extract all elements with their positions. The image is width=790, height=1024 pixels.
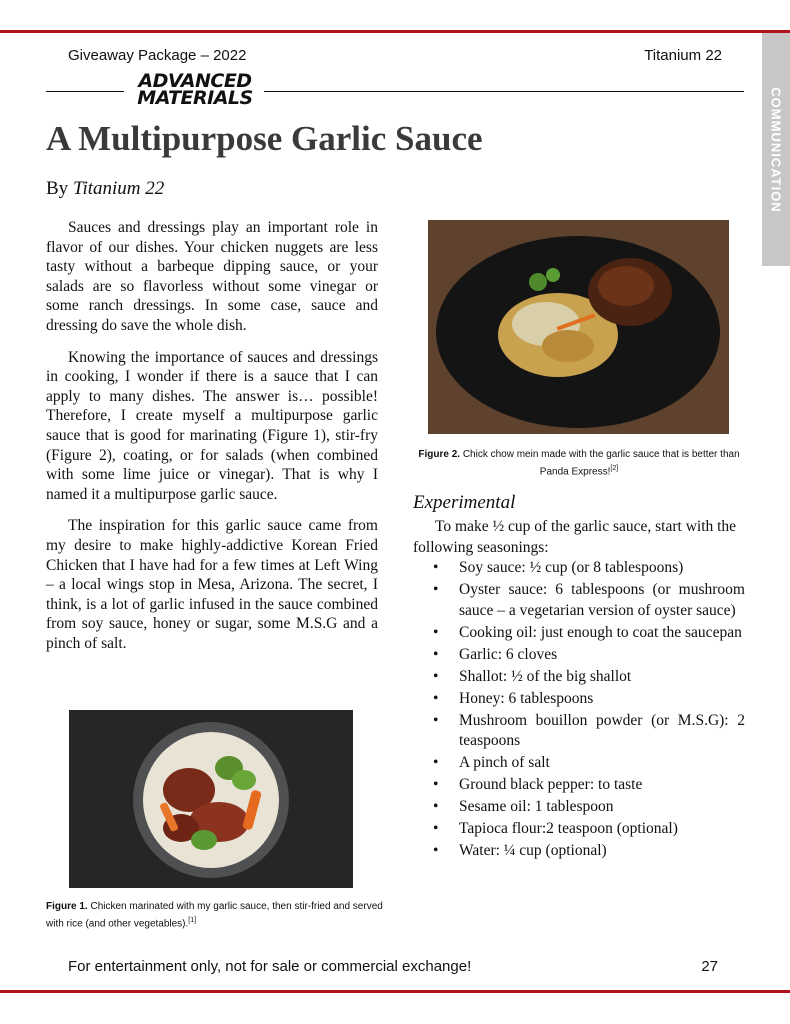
- figure-2-ref: [2]: [610, 465, 619, 472]
- figure-2-label: Figure 2.: [418, 449, 461, 460]
- ingredient-item: • Cooking oil: just enough to coat the saucepan: [413, 623, 745, 644]
- figure-2-illustration: [428, 220, 729, 434]
- ingredient-item: • Soy sauce: ½ cup (or 8 tablespoons): [413, 558, 745, 579]
- byline-prefix: By: [46, 178, 69, 199]
- figure-1-label: Figure 1.: [46, 901, 88, 912]
- body-paragraph-2: Knowing the importance of sauces and dressings in cooking, I wonder if there is a sauce that I can apply to many dishes. The answer is… possible! Therefore, I create myself a multipurpose garlic sauce that is good for marinating (Figure 1), stir-fry (Figure 2), coating, or for salads (when combined with some lime juice or vinegar). That is why I named it a multipurpose garlic sauce.: [46, 348, 378, 503]
- ingredient-item: • Tapioca flour:2 teaspoon (optional): [413, 819, 745, 840]
- section-side-tab: [762, 33, 790, 266]
- top-red-rule: [0, 30, 790, 33]
- ingredient-item: • Sesame oil: 1 tablespoon: [413, 797, 745, 818]
- figure-1-caption: [46, 900, 386, 931]
- article-title: A Multipurpose Garlic Sauce: [46, 119, 483, 158]
- page-number: 27: [701, 958, 718, 975]
- ingredient-item: • Oyster sauce: 6 tablespoons (or mushroom sauce – a vegetarian version of oyster sauce): [413, 580, 745, 621]
- body-paragraph-3: The inspiration for this garlic sauce came from my desire to make highly-addictive Korean Fried Chicken that I have had for a few times at Left Wing – a local wings stop in Mesa, Arizona. The secret, I think, is a lot of garlic infused in the sauce combined from soy sauce, honey or sugar, some M.S.G and a pinch of salt.: [46, 517, 378, 652]
- figure-1-caption-text: Chicken marinated with my garlic sauce, then stir-fried and served with rice (and other vegetables).: [46, 901, 383, 930]
- header-left-text: Giveaway Package – 2022: [68, 47, 247, 64]
- ingredient-item: • Mushroom bouillon powder (or M.S.G): 2 teaspoons: [413, 711, 745, 752]
- header-rule-right: [264, 91, 744, 92]
- logo-line-1: ADVANCED: [138, 70, 252, 92]
- figure-1-photo: [69, 710, 353, 888]
- header-rule-left: [46, 91, 124, 92]
- logo-line-2: MATERIALS: [137, 87, 253, 109]
- footer-notice: For entertainment only, not for sale or commercial exchange!: [68, 958, 472, 975]
- experimental-heading: Experimental: [413, 492, 516, 513]
- figure-2-caption-text: Chick chow mein made with the garlic sauce that is better than Panda Express!: [460, 449, 740, 478]
- header-right-text: Titanium 22: [644, 47, 722, 64]
- figure-1-ref: [1]: [188, 917, 197, 924]
- side-tab-label: COMMUNICATION: [768, 86, 784, 213]
- ingredient-item: • Honey: 6 tablespoons: [413, 689, 745, 710]
- bottom-red-rule: [0, 990, 790, 993]
- ingredient-item: • Garlic: 6 cloves: [413, 645, 745, 666]
- byline-author: Titanium 22: [72, 178, 165, 199]
- figure-2-caption: [414, 448, 744, 479]
- byline: [46, 178, 164, 200]
- figure-1-illustration: [69, 710, 353, 888]
- ingredient-item: • Shallot: ½ of the big shallot: [413, 667, 745, 688]
- journal-logo: [126, 70, 264, 109]
- ingredient-item: • A pinch of salt: [413, 753, 745, 774]
- ingredient-item: • Ground black pepper: to taste: [413, 775, 745, 796]
- left-column: [46, 218, 378, 665]
- body-paragraph-1: Sauces and dressings play an important role in flavor of our dishes. Your chicken nuggets are less tasty without a barbeque dipping sauce, or your salads are so flavorless without some vinegar or some ranch dressings. In some case, sauce and dressing do save the whole dish.: [46, 219, 378, 334]
- figure-2-photo: [428, 220, 729, 434]
- experimental-intro: To make ½ cup of the garlic sauce, start with the following seasonings:: [413, 518, 737, 556]
- ingredient-list: [413, 558, 745, 863]
- ingredient-item: • Water: ¼ cup (optional): [413, 841, 745, 862]
